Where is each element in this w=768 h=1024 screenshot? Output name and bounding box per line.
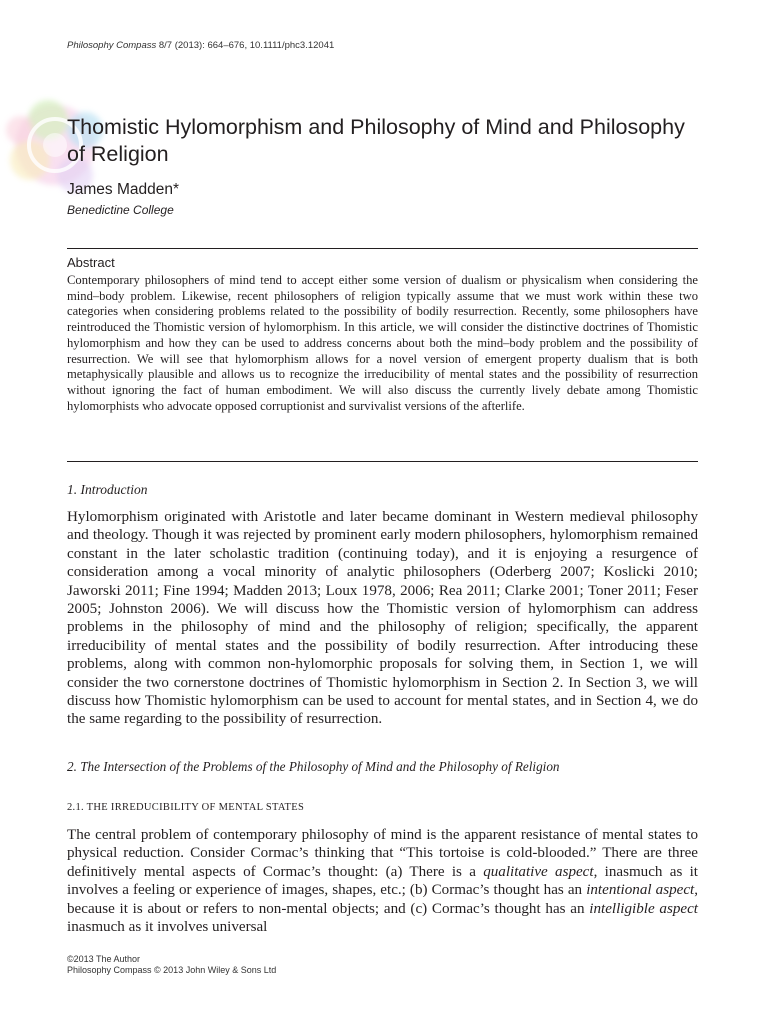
journal-citation [67,40,334,51]
section-1-heading: 1. Introduction [67,482,148,497]
section-2-1-paragraph [67,826,698,936]
paragraph-text: inasmuch as it involves universal [67,919,268,936]
paragraph-text: , inasmuch as it involves a feeling or experience of images, shapes, etc.; (b) Cormac’s thought has an [67,863,698,899]
section-2-heading: 2. The Intersection of the Problems of the Philosophy of Mind and the Philosophy of Religion [67,759,560,774]
publisher-line: Philosophy Compass © 2013 John Wiley & Sons Ltd [67,965,277,975]
abstract-top-rule [67,248,698,249]
citation-details: 8/7 (2013): 664–676, 10.1111/phc3.12041 [156,40,335,51]
author-name: James Madden* [67,181,180,198]
abstract-bottom-rule [67,461,698,462]
subsection-2-1-heading: 2.1. THE IRREDUCIBILITY OF MENTAL STATES [67,802,305,813]
abstract-text: Contemporary philosophers of mind tend to accept either some version of dualism or physicalism when considering the mind–body problem. Likewise, recent philosophers of religion typically assume that we must work within these two categories when considering problems related to the possibility of bodily resurrection. Recently, some philosophers have reintroduced the Thomistic version of hylomorphism. In this article, we will consider the distinctive doctrines of Thomistic hylomorphism and how they can be used to address concerns about both the mind–body problem and the possibility of resurrection. We will see that hylomorphism allows for a novel version of emergent property dualism that is both metaphysically plausible and allows us to recognize the irreducibility of mental states and the possibility of resurrection without ignoring the fact of human embodiment. We will also discuss the currently lively debate among Thomistic hylomorphists who advocate opposed corruptionist and survivalist versions of the afterlife. [67,273,698,413]
introduction-paragraph: Hylomorphism originated with Aristotle and later became dominant in Western medieval philosophy and theology. Though it was rejected by prominent early modern philosophers, hylomorphism remained constant in the later scholastic tradition (continuing today), and it is enjoying a resurgence of consideration among a vocal minority of analytic philosophers (Oderberg 2007; Koslicki 2010; Jaworski 2011; Fine 1994; Madden 2013; Loux 1978, 2006; Rea 2011; Clarke 2001; Toner 2011; Feser 2005; Johnston 2006). We will discuss how the Thomistic version of hylomorphism can address problems in the philosophy of mind and the philosophy of religion; specifically, the apparent irreducibility of mental states and the possibility of bodily resurrection. After introducing these problems, along with common non-hylomorphic proposals for solving them, in Section 1, we will consider the two cornerstone doctrines of Thomistic hylomorphism in Section 2. In Section 3, we will discuss how Thomistic hylomorphism can be used to account for mental states, and in Section 4, we do the same regarding to the possibility of resurrection. [67,509,698,728]
journal-name: Philosophy Compass [67,40,157,51]
intelligible-aspect-term: intelligible aspect [589,900,698,917]
copyright-line: ©2013 The Author [67,954,141,964]
page-footer [67,954,276,976]
paragraph-text: The central problem of contemporary philosophy of mind is the apparent resistance of mental states to physical reduction. Consider Cormac’s thinking that “This tortoise is cold-blooded.” There are three definitively mental aspects of Cormac’s thought: (a) There is a [67,827,698,880]
abstract-heading: Abstract [67,255,115,270]
author-affiliation: Benedictine College [67,203,174,217]
qualitative-aspect-term: qualitative aspect [483,863,594,880]
paragraph-text: , because it is about or refers to non-mental objects; and (c) Cormac’s thought has an [67,882,698,917]
intentional-aspect-term: intentional aspect [586,882,695,899]
article-title: Thomistic Hylomorphism and Philosophy of Mind and Philosophy of Religion [67,115,685,166]
